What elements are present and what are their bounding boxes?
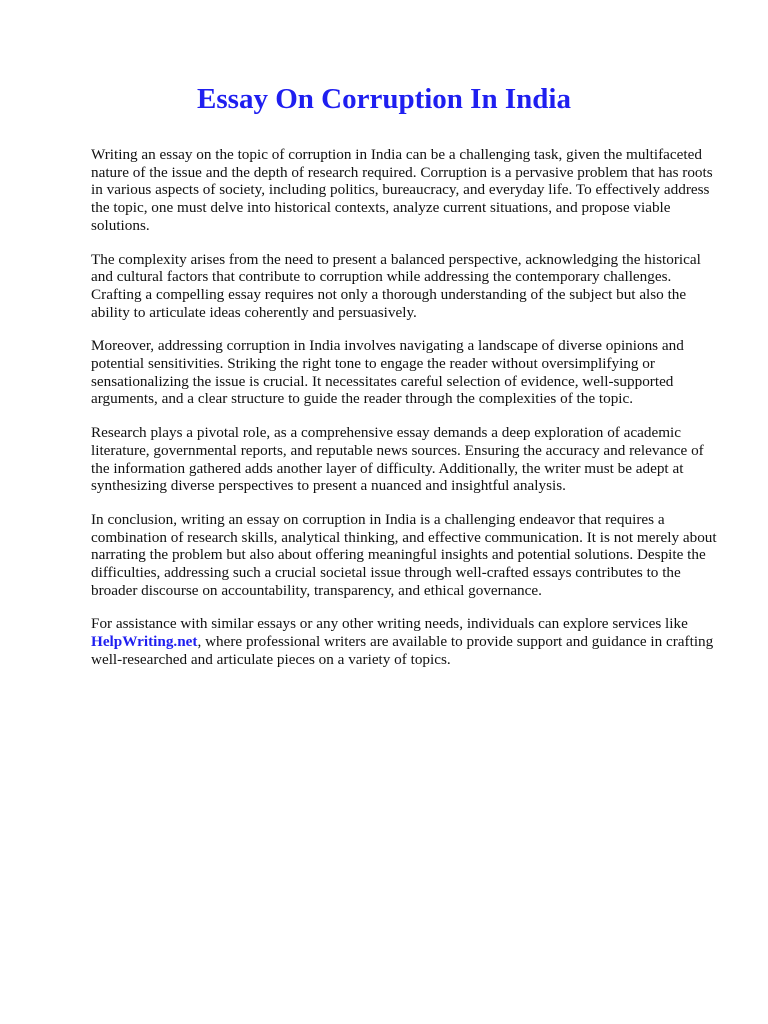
helpwriting-link[interactable]: HelpWriting.net — [91, 633, 198, 651]
paragraph-3: Moreover, addressing corruption in India involves navigating a landscape of diverse opinions and potential sensitivities. Striking the right tone to engage the reader without oversimplifying or sensationalizing the issue is crucial. It necessitates careful selection of evidence, well-supported arguments, and a clear structure to guide the reader through the complexities of the topic. — [91, 337, 684, 408]
paragraph-1: Writing an essay on the topic of corruption in India can be a challenging task, given the multifaceted nature of the issue and the depth of research required. Corruption is a pervasive problem that has roots in various aspects of society, including politics, bureaucracy, and everyday life. To effectively address the topic, one must delve into historical contexts, analyze current situations, and propose viable solutions. — [91, 146, 713, 234]
paragraph-6-text-after-link: , where professional writers are available to provide support and guidance in crafting well-researched and articulate pieces on a variety of topics. — [91, 633, 714, 668]
paragraph-6-text-before-link: For assistance with similar essays or any other writing needs, individuals can explore services like — [91, 615, 688, 633]
paragraph-2: The complexity arises from the need to present a balanced perspective, acknowledging the historical and cultural factors that contribute to corruption while addressing the contemporary challenges. Crafting a compelling essay requires not only a thorough understanding of the subject but also the ability to articulate ideas coherently and persuasively. — [91, 250, 701, 321]
document-title: Essay On Corruption In India — [197, 83, 571, 115]
paragraph-6 — [91, 615, 718, 668]
document-body — [91, 146, 718, 685]
paragraph-5: In conclusion, writing an essay on corruption in India is a challenging endeavor that requires a combination of research skills, analytical thinking, and effective communication. It is not merely about narrating the problem but also about offering meaningful insights and potential solutions. Despite the difficulties, addressing such a crucial societal issue through well-crafted essays contributes to the broader discourse on accountability, transparency, and ethical governance. — [91, 510, 717, 599]
paragraph-4: Research plays a pivotal role, as a comprehensive essay demands a deep exploration of academic literature, governmental reports, and reputable news sources. Ensuring the accuracy and relevance of the information gathered adds another layer of difficulty. Additionally, the writer must be adept at synthesizing diverse perspectives to present a nuanced and insightful analysis. — [91, 424, 704, 495]
